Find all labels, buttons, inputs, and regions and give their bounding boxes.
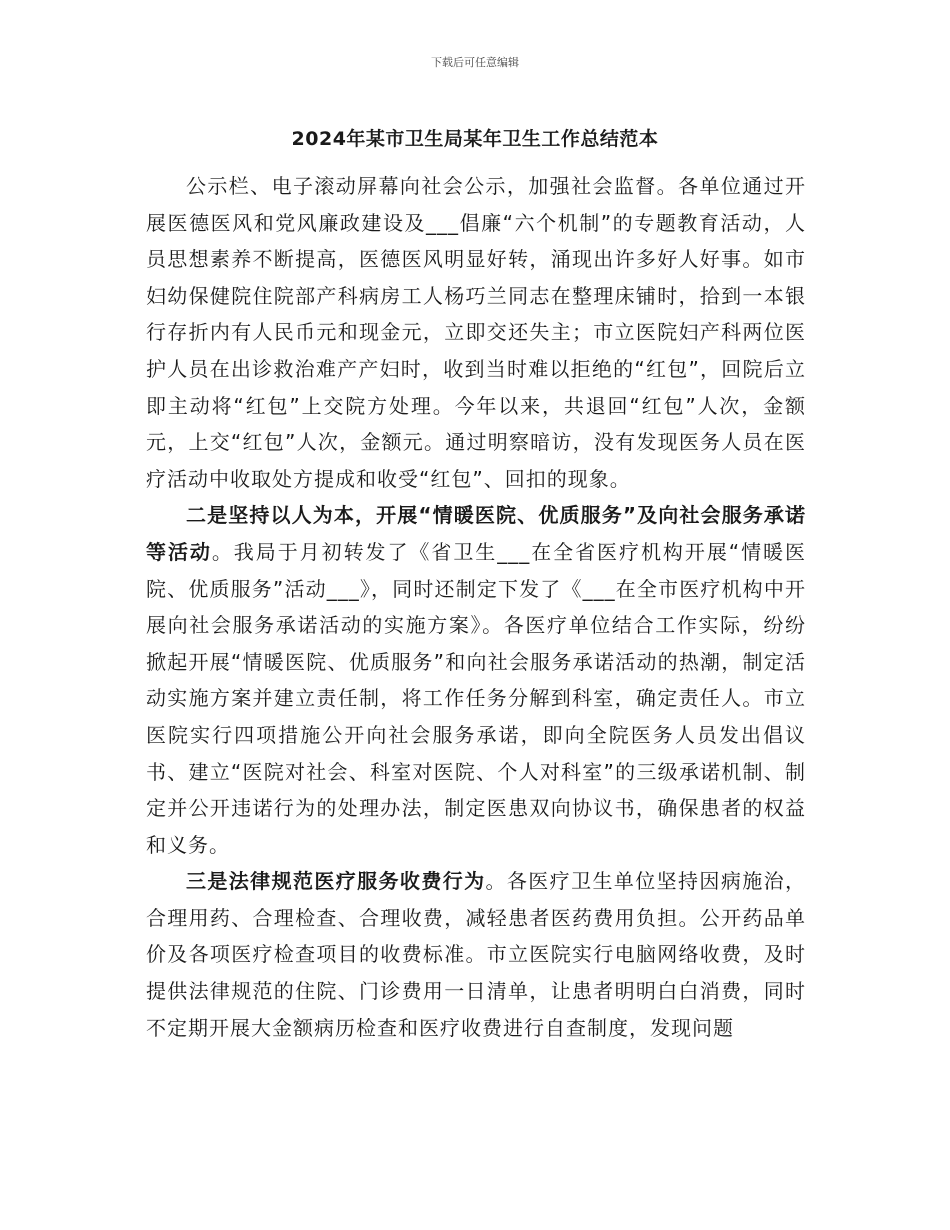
paragraph-1: [146, 168, 806, 497]
header-note: 下载后可任意编辑: [431, 56, 519, 69]
paragraph-text: 。我局于月初转发了《省卫生___在全省医疗机构开展“情暖医院、优质服务”活动___》，同时还制定下发了《___在全市医疗机构中开展向社会服务承诺活动的实施方案》。各医疗单位结合工作实际，纷纷掀起开展“情暖医院、优质服务”和向社会服务承诺活动的热潮，制定活动实施方案并建立责任制，将工作任务分解到科室，确定责任人。市立医院实行四项措施公开向社会服务承诺，即向全院医务人员发出倡议书、建立“医院对社会、科室对医院、个人对科室”的三级承诺机制、制定并公开违诺行为的处理办法，制定医患双向协议书，确保患者的权益和义务。: [146, 539, 806, 857]
paragraph-text: 公示栏、电子滚动屏幕向社会公示，加强社会监督。各单位通过开展医德医风和党风廉政建设及___倡廉“六个机制”的专题教育活动，人员思想素养不断提高，医德医风明显好转，涌现出许多好人好事。如市妇幼保健院住院部产科病房工人杨巧兰同志在整理床铺时，拾到一本银行存折内有人民币元和现金元，立即交还失主；市立医院妇产科两位医护人员在出诊救治难产产妇时，收到当时难以拒绝的“红包”，回院后立即主动将“红包”上交院方处理。今年以来，共退回“红包”人次，金额元，上交“红包”人次，金额元。通过明察暗访，没有发现医务人员在医疗活动中收取处方提成和收受“红包”、回扣的现象。: [146, 174, 806, 491]
paragraph-text: 。各医疗卫生单位坚持因病施治，合理用药、合理检查、合理收费，减轻患者医药费用负担。公开药品单价及各项医疗检查项目的收费标准。市立医院实行电脑网络收费，及时提供法律规范的住院、门诊费用一日清单，让患者明明白白消费，同时不定期开展大金额病历检查和医疗收费进行自查制度，发现问题: [146, 869, 806, 1040]
paragraph-lead: 二是坚持以人为本，开展“情暖医院、优质服务”及向社会服务承诺等活动: [146, 503, 806, 564]
paragraph-3: [146, 863, 806, 1046]
paragraph-lead: 三是法律规范医疗服务收费行为: [186, 869, 486, 894]
paragraph-2: [146, 497, 806, 863]
document-body: [146, 168, 806, 1046]
document-title: 2024年某市卫生局某年卫生工作总结范本: [291, 128, 659, 150]
